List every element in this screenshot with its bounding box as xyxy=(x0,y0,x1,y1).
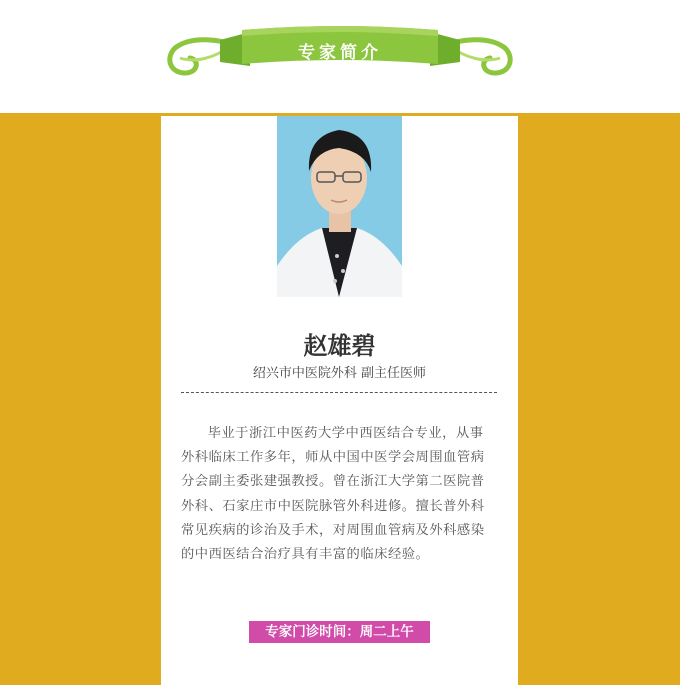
profile-card xyxy=(161,116,518,685)
clinic-time-badge: 专家门诊时间：周二上午 xyxy=(249,621,430,643)
dashed-divider xyxy=(181,392,497,393)
doctor-title: 绍兴市中医院外科 副主任医师 xyxy=(252,366,427,381)
ribbon-banner xyxy=(160,18,520,88)
doctor-bio: 毕业于浙江中医药大学中西医结合专业，从事外科临床工作多年，师从中国中医学会周围血管病分会副主委张建强教授。曾在浙江大学第二医院普外科、石家庄市中医院脉管外科进修。擅长普外科常见疾病的诊治及手术，对周围血管病及外科感染的中西医结合治疗具有丰富的临床经验。 xyxy=(181,426,485,563)
doctor-photo xyxy=(277,116,402,297)
doctor-name: 赵雄碧 xyxy=(303,332,376,360)
banner-title: 专家简介 xyxy=(298,43,382,63)
